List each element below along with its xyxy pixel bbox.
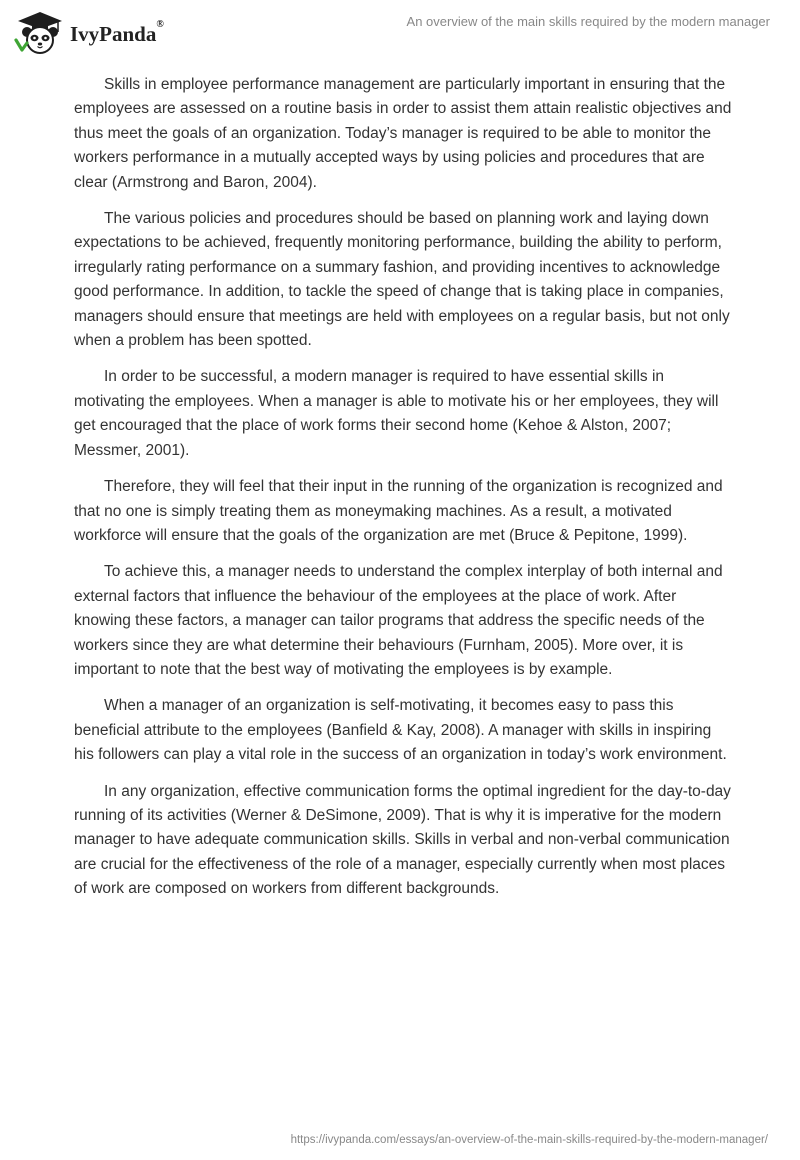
paragraph: In any organization, effective communication forms the optimal ingredient for the day-to-day running of its activities (Werner & DeSimone, 2009). That is why it is imperative for the modern manager to have adequate communication skills. Skills in verbal and non-verbal communication are crucial for the effectiveness of the role of a manager, especially currently when most places of work are composed on workers from different backgrounds. [74,782,731,898]
paragraph: The various policies and procedures should be based on planning work and laying down expectations to be achieved, frequently monitoring performance, building the ability to perform, irregularly rating performance on a summary fashion, and providing incentives to acknowledge good performance. In addition, to tackle the speed of change that is taking place in companies, managers should ensure that meetings are held with employees on a regular basis, but not only when a problem has been spotted. [74,210,730,350]
paragraph: Therefore, they will feel that their input in the running of the organization is recognized and that no one is simply treating them as moneymaking machines. As a result, a motivated workforce will ensure that the goals of the organization are met (Bruce & Pepitone, 1999). [74,478,723,544]
ivypanda-logo[interactable] [14,10,164,56]
paragraph: In order to be successful, a modern manager is required to have essential skills in motivating the employees. When a manager is able to motivate his or her employees, they will get encouraged that the place of work forms their second home (Kehoe & Alston, 2007; Messmer, 2001). [74,368,719,459]
paragraph: When a manager of an organization is self-motivating, it becomes easy to pass this beneficial attribute to the employees (Banfield & Kay, 2008). A manager with skills in inspiring his followers can play a vital role in the success of an organization in today’s work environment. [74,697,727,764]
essay-body [74,73,734,914]
paragraph: To achieve this, a manager needs to understand the complex interplay of both internal and external factors that influence the behaviour of the employees at the place of work. After knowing these factors, a manager can tailor programs that address the specific needs of the workers since they are what determine their behaviours (Furnham, 2005). More over, it is important to note that the best way of motivating the employees is by example. [74,563,723,678]
panda-graduate-icon [14,10,66,56]
registered-mark: ® [156,18,164,30]
paragraph: Skills in employee performance management are particularly important in ensuring that the employees are assessed on a routine basis in order to assist them attain realistic objectives and thus meet the goals of an organization. Today’s manager is required to be able to monitor the workers performance in a mutually accepted ways by using policies and procedures that are clear (Armstrong and Baron, 2004). [74,76,732,191]
page-header [0,0,800,70]
brand-name: IvyPanda® [70,18,164,46]
source-url-link[interactable]: https://ivypanda.com/essays/an-overview-of-the-main-skills-required-by-the-modern-manager/ [290,1134,768,1146]
document-title: An overview of the main skills required by the modern manager [406,14,770,29]
